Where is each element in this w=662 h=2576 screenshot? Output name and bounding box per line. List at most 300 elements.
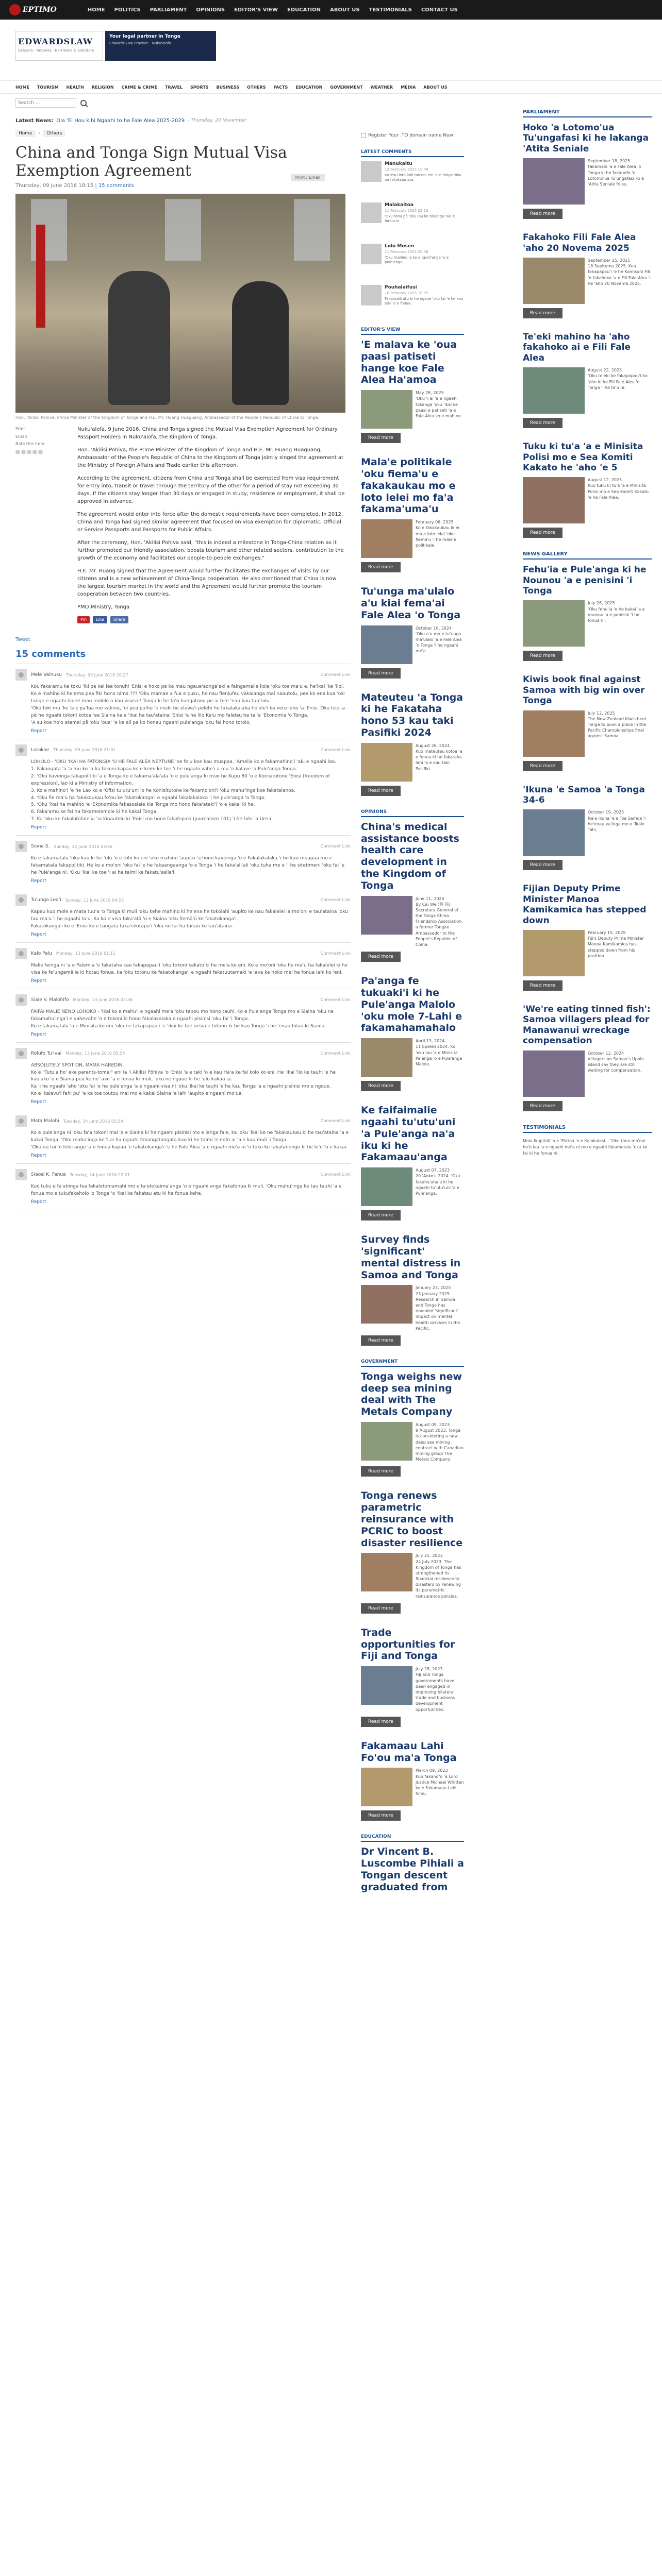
read-more-button[interactable]: Read more [361,1210,401,1221]
news-card-summary: Na'e ikuna 'a e Toa Samoa 'i he'enau va'inga mo e 'Ikale Tahi. [588,816,646,832]
news-card-title[interactable]: Tuku ki tu'a 'a e Minisita Polisi mo e Sea Komiti Kakato he 'aho 'e 5 [523,442,643,473]
main-nav-item[interactable]: BUSINESS [216,84,240,90]
news-card-summary: Kuo mateuteu kotoa 'a e fonua ki he fakataha lahi 'a e kau taki Pasifiki. [416,749,462,771]
article-date: Thursday, 09 June 2016 18:15 [15,183,94,189]
comment-header [15,744,351,756]
latest-comment-author: Lolo Mosen [385,244,415,249]
news-card-date: October 16, 2024 [416,625,452,631]
news-card-body [361,1038,464,1077]
news-card-summary: Fiji's Deputy Prime Minister Manoa Kamikamica has stepped down from his position. [588,936,644,958]
latest-comment-thumb [361,285,382,306]
news-card-body [361,1553,464,1599]
news-card-text [416,896,464,948]
read-more-button[interactable]: Read more [361,1081,401,1091]
top-bar [0,0,662,20]
main-nav-item[interactable]: GOVERNMENT [330,84,363,90]
main-nav-item[interactable]: WEATHER [370,84,393,90]
read-more-button[interactable]: Read more [523,761,562,771]
print-email-button[interactable]: Print / Email [291,174,325,181]
tweet-link[interactable]: Tweet [15,637,30,643]
top-nav-item[interactable]: HOME [87,7,105,13]
news-card [361,339,464,443]
read-more-button[interactable]: Read more [361,433,401,443]
read-more-button[interactable]: Read more [361,1335,401,1346]
news-card-date: October 12, 2024 [588,1050,624,1056]
news-card-title[interactable]: Pa'anga fe tukuaki'i ki he Pule'anga Malolo 'oku mole 7-Lahi e fakamahamahalo [361,975,462,1034]
news-card [523,332,652,428]
breadcrumb [15,129,351,138]
news-card-image[interactable] [523,710,585,757]
news-card-text [416,1285,464,1331]
report-link[interactable]: Report [31,978,46,984]
news-card-title[interactable]: China's medical assistance boosts health care development in the Kingdom of Tonga [361,821,459,891]
main-nav-item[interactable]: HOME [15,84,29,90]
comment [15,836,351,889]
news-card [523,884,652,991]
comment-text: ABSOLUTELY SPOT ON, MAMA HAREDIN. Ko e "Tutu'a ho' eke parents-tomai" eni ia 'i Akilisi Pōhiva 'o 'Enisi 'a e taki 'o e kau Ha'a ke fai kolo ko eni. He 'ikai 'ilo ke tauhi 'e he kau'ako 'o e Siaina pea ke ne 'ave 'a e fonua ki muli, 'oku ne ngāue ki he 'ulu kakaa ia. Ka 'i he ngaahi 'aho 'oku fai 'e he pule'anga 'a e ngaahi visa ni 'oku 'ikai ke tauhi 'e he kau Tonga 'a e ngaahi pisinisi mo e ngoue. Ko e 'kalavu'i fahi pu' 'e ka toe toutou mai mo e kakai Siaina 'e lahi 'aupito e ngaahi mo'ua. [31,1062,336,1097]
avatar [15,994,27,1006]
email-link[interactable]: Email [15,434,27,439]
read-more-button[interactable]: Read more [523,1101,562,1111]
comment-author: Mata Malohi [31,1118,59,1124]
logo-mark-icon [9,4,21,15]
domain-ad[interactable] [361,129,464,142]
news-card-image[interactable] [523,1050,585,1097]
news-card-title[interactable]: Fakamaau Lahi Fo'ou ma'a Tonga [361,1740,457,1764]
news-card-text [588,600,652,647]
comment-text: Kapau kuo mole e mata tuu'a 'o Tonga ki muli 'oku kehe mahino ki he'ena he tokolahi 'aupito ke nau fakalelei ia mo'oni e tau'ataina 'oku tau ma'u 'i he ngaahi ta'u. Ka ko e visa faka'atā 'o e Siaina 'oku fiemā'ū ke fakatokanga'i. Fakatokanga'i ko e 'Enisi ko e tangata faka'eikitapu'i 'oku ne fai ha faitau ke tau'ataina. [31,909,348,929]
article-paragraph: Hon. 'Akilisi Pohiva, the Prime Minister of the Kingdom of Tonga and H.E. Mr. Huang Huaguang, Ambassador of the People's Republic of China to the Kingdom of Tonga jointly singed the agreement at the Ministry of Foreign Affairs and Trade earlier this afternoon. [77,447,343,469]
comment-author: Lotokoe [31,747,49,753]
latest-comment-date: 10 February 2025 16:55 [385,291,428,295]
read-more-button[interactable]: Read more [523,980,562,991]
comment [15,1110,351,1164]
news-card-title[interactable]: Trade opportunities for Fiji and Tonga [361,1626,455,1662]
news-card-body [361,743,464,782]
news-card-title[interactable]: Hoko 'a Lotomo'ua Tu'ungafasi ki he lakanga 'Atita Seniale [523,123,649,154]
news-card-body [361,1285,464,1331]
news-card-body [361,896,464,948]
news-card-body [523,600,652,647]
comment-date: Thursday, 09 June 2016 20:27 [65,672,128,677]
news-card-date: January 23, 2025 [416,1285,451,1291]
latest-comment-author: Manukaitu [385,161,412,166]
news-card-body [361,1768,464,1806]
comment [15,739,351,836]
read-more-button[interactable]: Read more [361,562,401,572]
news-card-body [523,477,652,523]
comment-link[interactable]: Comment Link [320,997,351,1002]
news-card-text [588,158,652,205]
news-card-image[interactable] [361,390,412,429]
comment-author: Sione S. [31,844,50,850]
main-nav-item[interactable]: SPORTS [190,84,209,90]
news-card-title[interactable]: Te'eki mahino ha 'aho fakahoko ai e Fili Fale Alea [523,331,631,363]
news-card-image[interactable] [361,1038,412,1077]
pin-button[interactable]: Pin [77,616,90,623]
news-card-image[interactable] [523,158,585,205]
report-link[interactable]: Report [31,728,46,734]
photo-caption: Hon. 'Akilisi Pōhiva, Prime Minister of the Kingdom of Tonga and H.E. Mr. Huang Huaguang, Ambassador of the People's Republic of China to Tonga. [15,415,320,420]
comment-link[interactable]: Comment Link [320,1172,351,1177]
news-card-body [361,1167,464,1206]
news-card-image[interactable] [361,1666,412,1705]
comments-list [15,664,351,1210]
comment-date: Monday, 13 June 2016 03:36 [73,997,133,1003]
latest-comment-date: 12 February 2025 10:48 [385,167,428,172]
news-card-image[interactable] [361,519,412,558]
comment-link[interactable]: Comment Link [320,897,351,903]
news-card-title[interactable]: Tonga renews parametric reinsurance with PCRIC to boost disaster resilience [361,1490,463,1549]
avatar [15,1048,27,1059]
news-card [361,692,464,796]
comment-date: Sunday, 12 June 2016 04:55 [65,897,124,903]
read-more-button[interactable]: Read more [361,1810,401,1821]
comment [15,1043,351,1111]
top-nav-item[interactable]: POLITICS [114,7,141,13]
main-navigation [0,80,662,94]
news-card-date: August 22, 2025 [588,368,622,373]
star-icon[interactable] [15,450,20,454]
middle-sidebar [361,129,464,1907]
article-column [15,129,351,1210]
main-nav-item[interactable]: TRAVEL [165,84,183,90]
news-card-summary: 'Oku te'eki ke fakapapau'i ha 'aho ki he Fili Fale Alea 'o Tonga 'i he ta'u ni. [588,374,648,390]
article-paragraph: According to the agreement, citizens from China and Tonga shall be exempted from visa requirement for entry into, transit or travel through the territory of the other for a period of stay not exceeding 30 days. If the citizens stay longer than 30 days or engaged in study, residence or employment, it shall be approved in advance. [77,476,345,505]
news-card [361,1490,464,1613]
top-nav-item[interactable]: ABOUT US [330,7,360,13]
news-card-date: April 13, 2024 [416,1039,445,1044]
comment-header [15,669,351,681]
comment-date: Monday, 13 June 2016 01:11 [56,951,116,956]
comment-author: Kalo Palu [31,951,52,956]
article-paragraph: PMO Ministry, Tonga [77,604,130,611]
report-link[interactable]: Report [31,931,46,937]
comment-link[interactable]: Comment Link [320,951,351,956]
comment-link[interactable]: Comment Link [320,747,351,752]
news-card-text [588,809,652,856]
ad-side-panel[interactable] [105,31,216,61]
testimonial-text: Malo Ikupitali 'o e 'Ekitoa 'o e Kalakalasi... 'Oku tonu mo'oni ho'o lea 'a e ngaahi me'a ni mo e ngaahi fakamatala 'oku ke fai ki he fonua ni. [523,1138,648,1156]
latest-comment-thumb [361,202,382,223]
article-paragraph: The agreement would enter into force after the domestic requirements have been completed. In 2012, China and Tonga had signed similar agreement that focused on visa exemption for Diplomatic, Official or Service Passports and Passports for Public Affairs. [77,512,343,533]
news-card-title[interactable]: 'Ikuna 'e Samoa 'a Tonga 34-6 [523,784,645,806]
report-link[interactable]: Report [31,1099,46,1105]
news-card-image[interactable] [523,600,585,647]
opinions-heading: OPINIONS [361,809,464,817]
news-card-text [416,1553,464,1599]
news-card-summary: 20 'Aokosi 2024. 'Oku fakaha'aha'a ki he ngaahi tu'utu'uni 'a e Pule'anga. [416,1174,460,1196]
news-card [523,123,652,219]
news-card-date: June 11, 2024 [416,896,444,901]
latest-comment[interactable] [361,244,464,279]
news-card-date: October 19, 2025 [588,810,624,815]
news-card-image[interactable] [523,809,585,856]
comment-link[interactable]: Comment Link [320,1050,351,1056]
avatar [15,841,27,852]
breadcrumb-home[interactable]: Home [15,130,36,137]
news-card-summary: 'Oku fehu'ia 'e he kakai 'a e nounou 'a e penisini 'i he fonua ni. [588,606,645,623]
main-nav-item[interactable]: TOURISM [37,84,59,90]
edwards-law-ad[interactable] [15,31,103,61]
news-card-image[interactable] [523,930,585,976]
news-card-summary: By Cai Wei(蔡 伟), Secretary General of the Tonga China Friendship Association, a former Tongan Ambassador to the People's Republic of China. [416,902,463,947]
comment-header [15,994,351,1006]
comment-text: Ko e pule'anga ni 'oku fa'a tokoni mai 'a e Siaina ki he ngaahi pisinisi mo e langa fale, ka 'oku 'ikai ke ne fakakaukau ki he tau'ataina 'a e kakai Tonga. 'Oku mahu'inga ke 'i ai ha ngaahi fakangatangata kau ki he taimi 'e nofo ai 'a e kau muli 'i Tonga. 'Oku ou tui 'e lelei ange 'a e fonua kapau 'e fakatokanga'i 'e he Fale Alea 'a e ngaahi me'a ni 'o tuku ke fakafanongo ki he le'o 'o e kakai. [31,1130,349,1150]
news-card-body [361,1422,464,1462]
top-nav-item[interactable]: CONTACT US [421,7,458,13]
news-card-body [523,809,652,856]
star-icon[interactable] [27,450,31,454]
rating-stars[interactable] [15,450,72,454]
news-card-title[interactable]: Ke faifaimalie ngaahi tu'utu'uni 'a Pule'anga na'a iku ki he Fakamaau'anga [361,1105,456,1163]
latest-comment[interactable] [361,202,464,238]
news-card-text [416,743,464,782]
news-card-text [416,625,464,664]
news-card-image[interactable] [361,1553,412,1591]
main-nav-item[interactable]: EDUCATION [295,84,323,90]
news-card-image[interactable] [361,1768,412,1806]
news-card-image[interactable] [523,258,585,304]
avatar [15,1169,27,1180]
latest-comment-content [385,161,464,196]
star-icon[interactable] [32,450,37,454]
latest-comment[interactable] [361,285,464,320]
photo-window [165,199,201,261]
report-link[interactable]: Report [31,1199,46,1205]
news-card [361,821,464,962]
news-card-image[interactable] [361,896,412,935]
news-card [361,1371,464,1477]
star-icon[interactable] [38,450,43,454]
latest-news-link[interactable]: Ola 'Ei Hou kihi Ngaahi to ha Fale Alea 2025-2029 [56,117,185,124]
main-nav-item[interactable]: CRIME & CRIME [121,84,157,90]
news-card-summary: Villagers on Samoa's Upolu island say they are still waiting for compensation. [588,1056,644,1073]
read-more-button[interactable]: Read more [361,1603,401,1614]
top-nav-item[interactable]: EDITOR'S VIEW [234,7,278,13]
news-card-body [523,158,652,205]
news-card [523,565,652,661]
broken-image-icon [361,133,366,138]
comment-author: Siale V. Malohifo [31,997,69,1003]
ad-subtitle: Lawyers · Notaries · Barristers & Solicitors [18,48,94,53]
news-card-title[interactable]: Mala'e politikale 'oku fiema'u e fakakaukau mo e loto lelei mo fa'a fakama'uma'u [361,456,456,515]
comment-author: Mele Vainuku [31,672,62,678]
report-link[interactable]: Report [31,825,46,831]
comment-text: Malie feinga ni 'a e Palemia 'o fakataha kae fakapapau'i 'oku tokoni kakato ki he me'a ko eni. Ko e mo'oni 'oku fie ma'u ha fakalelei ki he visa ke fe'ungamālie ki hotau fonua, ka 'oku totonu ke fakatokanga'i e ngaahi fakatuutamaki 'e lava ke hoko mei he fonua lahi ko 'eni. [31,962,348,975]
news-card [523,674,652,771]
news-card-body [523,367,652,414]
read-more-button[interactable]: Read more [523,308,562,318]
read-more-button[interactable]: Read more [523,528,562,538]
star-icon[interactable] [21,450,26,454]
news-card-image[interactable] [361,1167,412,1206]
comment-date: Tuesday, 14 June 2016 22:21 [70,1172,130,1177]
main-nav-item[interactable]: FACTS [273,84,288,90]
search-input[interactable] [15,98,76,108]
report-link[interactable]: Report [31,1031,46,1037]
right-sidebar [523,106,652,1157]
news-card-text [416,519,464,558]
read-more-button[interactable]: Read more [523,418,562,428]
latest-comment-text: 'Oku tonu pē 'eku lau ke tokanga 'aki e fonua ni. [385,214,455,224]
news-card-date: August 07, 2023 [416,1168,450,1173]
main-nav-item[interactable]: ABOUT US [423,84,448,90]
read-more-button[interactable]: Read more [523,651,562,661]
comment-date: Monday, 13 June 2016 05:54 [65,1051,125,1056]
news-card [523,1004,652,1111]
latest-comment-thumb [361,161,382,182]
main-nav-item[interactable]: OTHERS [247,84,266,90]
news-card [523,232,652,318]
news-card-date: July 25, 2023 [416,1553,443,1558]
comment-text: Kou faka'amu ke toku 'iki pe kei lea tonuhi 'Enisi e hoko pe ka mau ngaue'aonga'aki e faingamalie koia 'oku toe ma'u e, he'ikai 'ke 'iloi. Ko e mahino ki he'ema pea fiki hono nima ??? 'Oku mamae a fua e puku, he nau fieniufeu vakaianga mai naautolu, pea ko ena kua 'osi tange e ngaahi hoiee mau inolele a kau visiea ! Tonga ki he fa'o hangatonu pe ai te'e 'eau kau tuu'tolu. 'Oku foki mu 'ke 'a e pa'lua mo vakinu, 'oi pea pulhu 'e nisiki he elewa'i pelehi he fakalakalaka ho'ole'i ka vetu loho 'a 'Enisi. Oku lelei a pē he ngaahi tokoni kotoa 'ae Siaina ka e 'ikai ha tau'ataina 'Enisi 'a he lilo Kalu mo falelau ha ta 'a 'Ekonomia 'o Tonga. 'A su koe ho'o atamai pē 'oku 'oua' 'e ke ali pe ko honau ngaahi pule'anga 'oku fai hono totolo. [31,684,345,725]
news-card [361,456,464,572]
news-card-body [523,710,652,757]
news-card-summary: 23 January 2025. Research in Samoa and Tonga has revealed 'significant' impact on mental health services in the Pacific. [416,1291,460,1331]
news-card-title[interactable]: 'We're eating tinned fish': Samoa villagers plead for Manawanui wreckage compensation [523,1004,651,1046]
photo-person-right [232,281,289,405]
top-navigation [88,7,458,13]
news-card-title[interactable]: Tu'unga ma'ulalo a'u kiai fema'ai Fale Alea 'o Tonga [361,586,461,621]
like-button[interactable]: Like [93,616,107,623]
news-card [361,975,464,1091]
breadcrumb-others[interactable]: Others [43,130,65,137]
share-button[interactable]: Share [110,616,128,623]
news-gallery-heading: NEWS GALLERY [523,551,652,560]
news-card-date: August 26, 2024 [416,743,450,748]
top-nav-item[interactable]: EDUCATION [287,7,321,13]
comment [15,989,351,1043]
news-card-date: February 06, 2025 [416,520,454,525]
news-card-date: September 18, 2025 [588,159,631,164]
news-card-summary: Kuo fakanofo 'a Lord Justice Michael Whitten ko e Fakamaau Lahi fo'ou. [416,1774,464,1797]
comment-author: Siaosi K. Fanua [31,1172,66,1178]
news-card-text [416,390,464,429]
top-nav-item[interactable]: TESTIMONIALS [369,7,412,13]
news-card-body [523,258,652,304]
search-icon[interactable] [80,100,87,106]
read-more-button[interactable]: Read more [523,860,562,870]
news-card-title[interactable]: Fakahoko Fili Fale Alea 'aho 20 Novema 2025 [523,232,636,253]
news-card-title[interactable]: Fehu'ia e Pule'anga ki he Nounou 'a e penisini 'i Tonga [523,565,647,597]
comment-date: Tuesday, 14 June 2016 05:54 [63,1118,123,1124]
photo-window [294,199,330,261]
latest-comment-thumb [361,244,382,264]
article-comments-link[interactable]: 15 comments [98,183,134,189]
news-card-text [416,1422,464,1462]
news-card-title[interactable]: Survey finds 'significant' mental distress in Samoa and Tonga [361,1234,461,1281]
latest-news-label: Latest News: [15,117,54,124]
read-more-button[interactable]: Read more [361,952,401,962]
banner-row [0,20,662,80]
read-more-button[interactable]: Read more [523,209,562,219]
comment-link[interactable]: Comment Link [320,672,351,677]
latest-news-date: - Thursday, 20 November [188,118,247,123]
read-more-button[interactable]: Read more [361,1466,401,1477]
news-card-text [588,258,652,304]
news-card-title[interactable]: Dr Vincent B. Luscombe Pihiali a Tongan descent graduated from [361,1846,464,1893]
news-card-summary: Fakamalō 'a e Fale Alea 'o Tonga ki he fakanofo 'o Lotomo'ua Tu'ungafasi ko e 'Atita Seniale fo'ou. [588,164,644,187]
news-card-summary: Ko e fakakaukau lelei mo e loto lelei 'oku fiema'u 'i he mala'e politikale. [416,526,459,548]
site-logo[interactable] [9,4,57,15]
news-card-text [588,1050,652,1097]
news-card-title[interactable]: Mateuteu 'a Tonga ki he Fakataha hono 53 kau taki Pasifiki 2024 [361,691,464,738]
news-card-title[interactable]: Tonga weighs new deep sea mining deal with The Metals Company [361,1370,462,1418]
ad-side-subtitle: Edwards Law Practice · Nuku'alofa [109,41,171,45]
news-card-summary: The New Zealand Kiwis beat Tonga to book a place in the Pacific Championships final against Samoa. [588,716,647,739]
comment [15,889,351,943]
news-card-text [588,710,652,757]
parliament-heading: PARLIAMENT [523,109,652,117]
news-card-text [588,477,652,523]
article-photo [15,194,345,413]
news-card [361,1105,464,1221]
comment [15,1164,351,1210]
news-card-date: February 15, 2025 [588,930,626,935]
read-more-button[interactable]: Read more [361,1717,401,1727]
latest-comment-content [385,244,464,279]
read-more-button[interactable]: Read more [361,786,401,796]
news-card-image[interactable] [361,1422,412,1461]
article-paragraph: H.E. Mr. Huang signed that the Agreement would further facilitates the exchanges of visits by our citizens and is a new achievement of China-Tonga cooperation. He also mentioned that China is now the largest tourism market in the world and the Agreement would further promote the tourism cooperation between two countries. [77,568,337,598]
article-meta: Thursday, 09 June 2016 18:15 | 15 comments [15,183,134,189]
latest-comment-text: Fakamālō atu ki he ngāue 'oku fai 'e he kau taki 'o e fonua. [385,297,464,306]
top-nav-item[interactable]: PARLIAMENT [150,7,187,13]
latest-comment-content [385,285,464,320]
main-nav-item[interactable]: HEALTH [66,84,84,90]
comment-link[interactable]: Comment Link [320,844,351,849]
news-card-image[interactable] [361,1285,412,1324]
comment-link[interactable]: Comment Link [320,1118,351,1124]
breadcrumb-separator: › [38,131,41,136]
news-card-summary: 'Oku 'i ai 'a e ngaahi tokanga 'oku 'ikai ke paasi e patiseti 'a e Fale Alea ko e mahino. [416,396,462,418]
news-card-date: July 12, 2025 [588,710,615,716]
avatar [15,669,27,681]
top-nav-item[interactable]: OPINIONS [196,7,225,13]
news-card-image[interactable] [523,477,585,523]
article-paragraph: After the ceremony, Hon. 'Akilisi Pohiva said, "this is indeed a milestone in Tonga-China relation as it further promoted our friendly association, boosts tourism and other related sectors, contribution to the growth of the economy and facilitates our people-to-people exchanges." [77,540,344,562]
news-card-text [416,1768,464,1806]
news-card-title[interactable]: Fijian Deputy Prime Minister Manoa Kamikamica has stepped down [523,884,647,926]
photo-person-left [108,271,170,405]
news-card [361,586,464,678]
news-card-date: July 28, 2023 [416,1667,443,1672]
news-card-summary: 18 Sepitema 2025. Kuo fakapapau'i 'e he Komisoni Fili 'e fakahoko 'a e Fili Fale Alea 'i he 'aho 20 Novema 2025. [588,264,651,286]
domain-ad-text: Register Your .TO domain name Now! [368,133,455,138]
news-card-summary: Fiji and Tonga governments have been engaged in improving bilateral trade and business development opportunities. [416,1672,455,1712]
news-card-title[interactable]: 'E malava ke 'oua paasi patiseti hange koe Fale Alea Ha'amoa [361,339,457,386]
share-row [77,616,351,623]
news-card-summary: 24 July 2023. The Kingdom of Tonga has strengthened its financial resilience to disasters by renewing its parametric reinsurance policies. [416,1559,461,1599]
news-card-image[interactable] [523,367,585,414]
latest-comment-text: 'Oku mahino ia ko e tauhi'anga 'o e pule'anga. [385,256,449,265]
latest-comment-text: Ko 'eku loto lahi mo'oni eni 'a e Tonga 'oku ou fakatapu atu. [385,173,461,182]
main-nav-item[interactable]: RELIGION [91,84,114,90]
report-link[interactable]: Report [31,1153,46,1159]
read-more-button[interactable]: Read more [361,668,401,679]
print-link[interactable]: Print [15,427,25,432]
news-card-text [416,1666,464,1713]
news-card-image[interactable] [361,743,412,782]
main-nav-item[interactable]: MEDIA [401,84,416,90]
logo-text: EPTIMO [23,6,57,14]
news-card-image[interactable] [361,625,412,664]
report-link[interactable]: Report [31,878,46,884]
news-card-title[interactable]: Kiwis book final against Samoa with big win over Tonga [523,674,645,706]
comment-header [15,1169,351,1180]
latest-comment[interactable] [361,161,464,196]
